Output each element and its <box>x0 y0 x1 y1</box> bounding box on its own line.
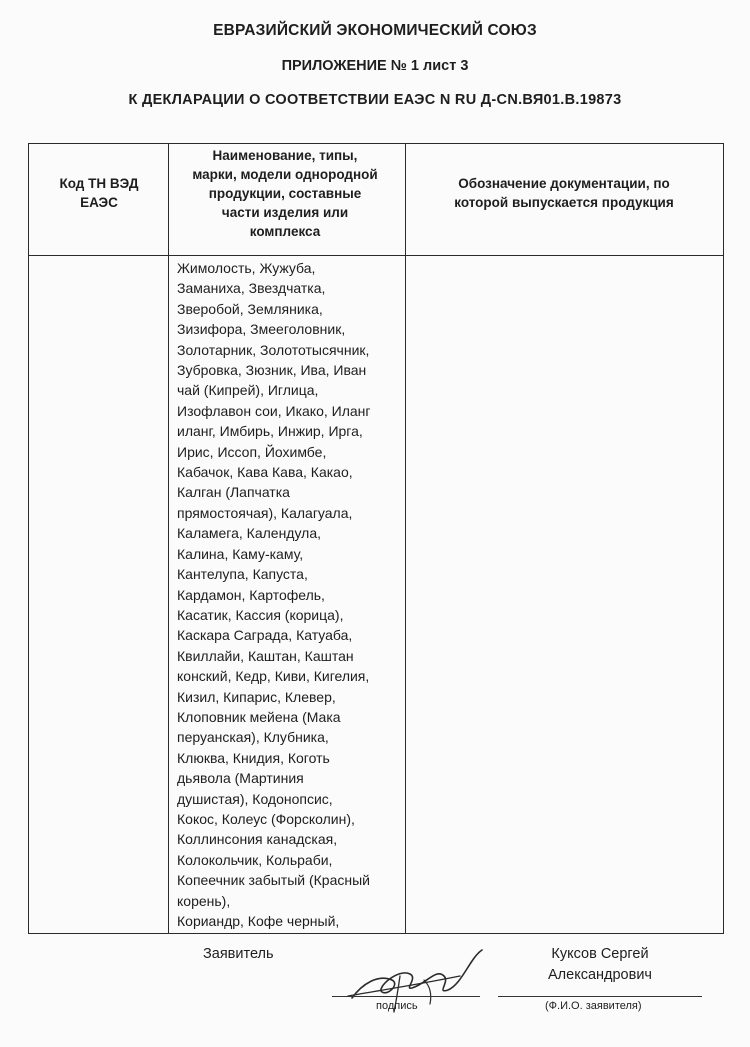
product-line: Ирис, Иссоп, Йохимбе, <box>177 443 327 460</box>
applicant-name-line: Куксов Сергей <box>551 946 649 962</box>
product-line: Жимолость, Жужуба, <box>177 260 316 276</box>
product-line: Кабачок, Кава Кава, Какао, <box>177 464 353 481</box>
product-line: Кокос, Колеус (Форсколин), <box>177 810 355 827</box>
column-header-line: марки, модели однородной <box>192 167 378 182</box>
product-line: Зизифора, Змееголовник, <box>177 321 346 338</box>
product-line: Калина, Каму-каму, <box>177 545 304 562</box>
product-line: Каламега, Календула, <box>177 525 322 542</box>
product-line: Зверобой, Земляника, <box>177 300 323 317</box>
product-line: Заманиха, Звездчатка, <box>177 280 326 297</box>
product-line: иланг, Имбирь, Инжир, Ирга, <box>177 423 363 440</box>
product-line: Каскара Саграда, Катуаба, <box>177 627 353 644</box>
product-line: Кизил, Кипарис, Клевер, <box>177 688 336 705</box>
name-caption: (Ф.И.О. заявителя) <box>545 1000 642 1012</box>
column-divider <box>168 144 169 933</box>
column-header-name <box>171 146 399 241</box>
signature-caption: подпись <box>376 1000 418 1012</box>
applicant-name-line: Александрович <box>548 967 652 983</box>
column-header-line: ЕАЭС <box>80 195 118 210</box>
product-line: Клюква, Книдия, Коготь <box>177 749 330 766</box>
column-header-line: которой выпускается продукция <box>454 195 674 210</box>
applicant-name <box>500 944 700 986</box>
product-line: Кориандр, Кофе черный, <box>177 913 340 929</box>
product-line: Кантелупа, Капуста, <box>177 566 308 583</box>
product-line: Коллинсония канадская, <box>177 831 338 848</box>
product-line: дьявола (Мартиния <box>177 770 304 787</box>
product-line: Касатик, Кассия (корица), <box>177 606 344 623</box>
product-line: Копеечник забытый (Красный <box>177 872 370 889</box>
column-header-documentation <box>414 174 714 212</box>
product-line: Золотарник, Золототысячник, <box>177 341 370 358</box>
product-line: Калган (Лапчатка <box>177 484 290 501</box>
product-line: Колокольчик, Кольраби, <box>177 851 333 868</box>
product-line: Изофлавон сои, Икако, Иланг <box>177 402 371 419</box>
product-list <box>177 258 409 931</box>
product-line: перуанская), Клубника, <box>177 729 329 746</box>
applicant-label: Заявитель <box>203 946 274 962</box>
product-line: конский, Кедр, Киви, Кигелия, <box>177 668 370 685</box>
appendix-title: ПРИЛОЖЕНИЕ № 1 лист 3 <box>281 58 469 74</box>
signature-line <box>332 996 480 997</box>
product-line: Квиллайи, Каштан, Каштан <box>177 647 354 664</box>
product-line: Кардамон, Картофель, <box>177 586 325 603</box>
column-header-line: Код ТН ВЭД <box>59 176 139 191</box>
product-line: душистая), Кодонопсис, <box>177 790 333 807</box>
declaration-reference: К ДЕКЛАРАЦИИ О СООТВЕТСТВИИ ЕАЭС N RU Д-CN.ВЯ01.В.19873 <box>128 92 622 108</box>
product-line: чай (Кипрей), Иглица, <box>177 382 319 399</box>
product-line: Клоповник мейена (Мака <box>177 708 341 725</box>
column-header-line: Обозначение документации, по <box>458 176 670 191</box>
name-line <box>498 996 702 997</box>
product-line: Зубровка, Зюзник, Ива, Иван <box>177 362 367 379</box>
product-line: прямостоячая), Калагуала, <box>177 504 353 521</box>
union-title: ЕВРАЗИЙСКИЙ ЭКОНОМИЧЕСКИЙ СОЮЗ <box>213 22 537 39</box>
column-header-line: Наименование, типы, <box>212 148 358 163</box>
column-header-line: части изделия или <box>221 205 349 220</box>
column-header-line: комплекса <box>249 224 321 239</box>
product-line: корень), <box>177 892 231 909</box>
column-header-code <box>37 174 161 212</box>
product-table <box>28 143 724 934</box>
column-header-line: продукции, составные <box>208 186 362 201</box>
header-divider <box>29 255 723 256</box>
